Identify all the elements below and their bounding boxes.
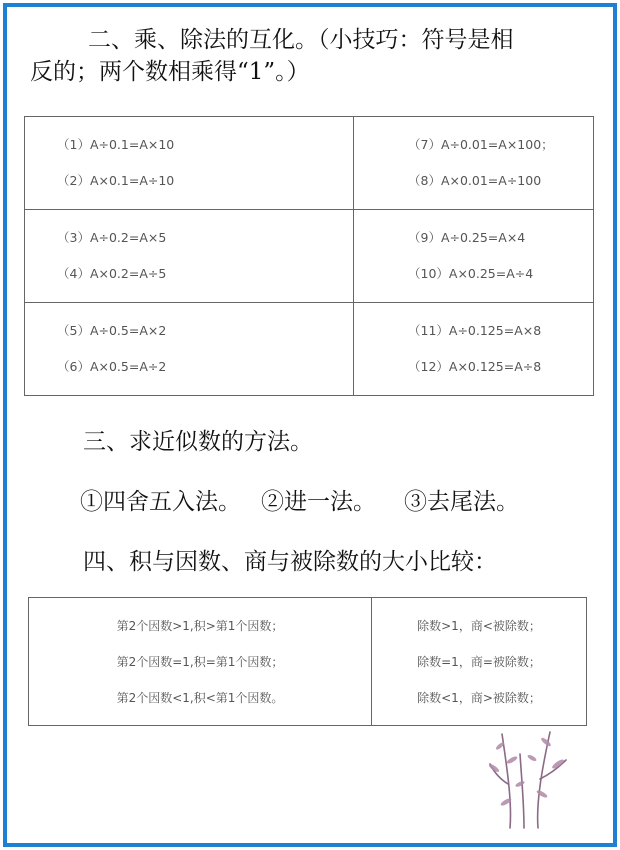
formula: （6）A×0.5=A÷2 — [57, 359, 167, 374]
table-cell — [25, 303, 354, 396]
table-row — [25, 210, 594, 303]
section2-heading-line1: 二、乘、除法的互化。（小技巧：符号是相 — [88, 27, 514, 53]
approximation-methods — [80, 486, 519, 518]
plant-sprig-icon — [480, 724, 590, 830]
comparison-table — [28, 597, 587, 726]
formula: （11）A÷0.125=A×8 — [408, 323, 542, 338]
formula: （9）A÷0.25=A×4 — [408, 230, 526, 245]
rule: 除数<1，商>被除数； — [417, 690, 541, 705]
multiply-divide-conversion-table — [24, 116, 594, 396]
table-row — [29, 598, 587, 726]
method-rounding: ①四舍五入法。 — [80, 489, 241, 515]
table-row — [25, 303, 594, 396]
section2-heading-line2: 反的；两个数相乘得“1”。） — [30, 59, 310, 85]
formula: （7）A÷0.01=A×100； — [408, 137, 554, 152]
formula: （1）A÷0.1=A×10 — [57, 137, 175, 152]
method-truncate: ③去尾法。 — [404, 489, 519, 515]
rule: 除数>1，商<被除数； — [417, 618, 541, 633]
formula: （4）A×0.2=A÷5 — [57, 266, 167, 281]
rule: 第2个因数=1,积=第1个因数； — [116, 654, 284, 669]
formula: （8）A×0.01=A÷100 — [408, 173, 542, 188]
formula: （5）A÷0.5=A×2 — [57, 323, 167, 338]
table-cell — [354, 303, 594, 396]
table-cell-product-factor — [29, 598, 372, 726]
section3-heading: 三、求近似数的方法。 — [83, 429, 313, 455]
formula: （3）A÷0.2=A×5 — [57, 230, 167, 245]
table-cell — [354, 210, 594, 303]
table-cell-quotient-dividend — [372, 598, 587, 726]
section4-heading: 四、积与因数、商与被除数的大小比较： — [83, 549, 497, 575]
method-round-up: ②进一法。 — [261, 489, 376, 515]
table-row — [25, 117, 594, 210]
table-cell — [25, 210, 354, 303]
formula: （12）A×0.125=A÷8 — [408, 359, 542, 374]
rule: 除数=1，商=被除数； — [417, 654, 541, 669]
table-cell — [25, 117, 354, 210]
formula: （2）A×0.1=A÷10 — [57, 173, 175, 188]
table-cell — [354, 117, 594, 210]
rule: 第2个因数<1,积<第1个因数。 — [116, 690, 284, 705]
rule: 第2个因数>1,积>第1个因数； — [116, 618, 284, 633]
formula: （10）A×0.25=A÷4 — [408, 266, 534, 281]
